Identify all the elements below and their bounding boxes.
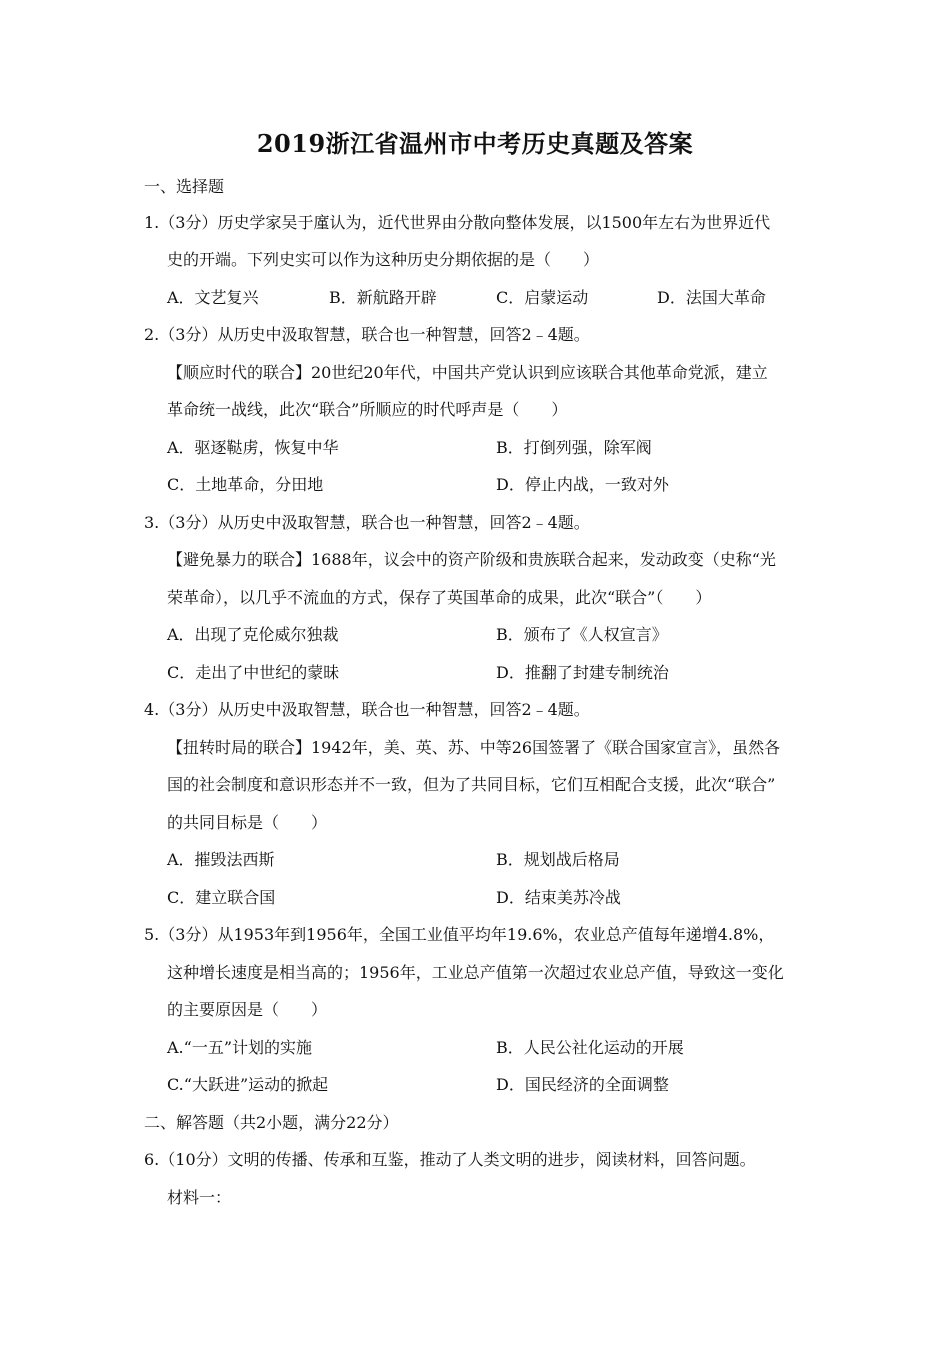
- question-2-option-a: A．驱逐鞑虏，恢复中华: [167, 438, 339, 457]
- question-2-stem: 2.（3分）从历史中汲取智慧，联合也一种智慧，回答2﹣4题。: [144, 325, 590, 344]
- question-1-option-d: D．法国大革命: [657, 288, 766, 307]
- question-5-stem: 5.（3分）从1953年到1956年，全国工业值平均年19.6%，农业总产值每年递增4.8%，: [144, 925, 775, 944]
- question-5-stem-end: 的主要原因是（ ）: [167, 1000, 328, 1019]
- page-title: 2019浙江省温州市中考历史真题及答案: [256, 129, 694, 158]
- section-heading: 一、选择题: [144, 177, 225, 196]
- question-6-stem: 6.（10分）文明的传播、传承和互鉴，推动了人类文明的进步，阅读材料，回答问题。: [144, 1150, 756, 1169]
- question-4-stem: 4.（3分）从历史中汲取智慧，联合也一种智慧，回答2﹣4题。: [144, 700, 590, 719]
- question-3-option-a: A．出现了克伦威尔独裁: [167, 625, 339, 644]
- question-3-material: 【避免暴力的联合】1688年，议会中的资产阶级和贵族联合起来，发动政变（史称“光: [167, 550, 776, 569]
- question-3-stem: 3.（3分）从历史中汲取智慧，联合也一种智慧，回答2﹣4题。: [144, 513, 590, 532]
- question-5-stem-cont: 这种增长速度是相当高的；1956年，工业总产值第一次超过农业总产值，导致这一变化: [167, 963, 784, 982]
- question-2-material: 【顺应时代的联合】20世纪20年代，中国共产党认识到应该联合其他革命党派，建立: [167, 363, 768, 382]
- question-4-option-d: D．结束美苏冷战: [496, 888, 621, 907]
- question-4-option-a: A．摧毁法西斯: [167, 850, 275, 869]
- question-6-material-label: 材料一：: [167, 1188, 232, 1207]
- question-4-material: 【扭转时局的联合】1942年，美、英、苏、中等26国签署了《联合国家宣言》，虽然各: [167, 738, 781, 757]
- question-1-option-a: A．文艺复兴: [167, 288, 259, 307]
- question-4-option-b: B．规划战后格局: [496, 850, 620, 869]
- question-2-option-b: B．打倒列强，除军阀: [496, 438, 652, 457]
- question-5-option-c: C.“大跃进”运动的掀起: [167, 1075, 329, 1094]
- question-4-material-end: 的共同目标是（ ）: [167, 813, 328, 832]
- question-5-option-d: D．国民经济的全面调整: [496, 1075, 669, 1094]
- question-1-stem: 1.（3分）历史学家吴于廑认为，近代世界由分散向整体发展，以1500年左右为世界近代: [144, 213, 771, 232]
- question-2-option-d: D．停止内战，一致对外: [496, 475, 669, 494]
- section-heading-2: 二、解答题（共2小题，满分22分）: [144, 1113, 399, 1132]
- question-5-option-b: B．人民公社化运动的开展: [496, 1038, 684, 1057]
- question-4-option-c: C．建立联合国: [167, 888, 276, 907]
- question-3-material-cont: 荣革命），以几乎不流血的方式，保存了英国革命的成果，此次“联合”（ ）: [167, 588, 712, 607]
- question-3-option-b: B．颁布了《人权宣言》: [496, 625, 668, 644]
- question-1-stem-cont: 史的开端。下列史实可以作为这种历史分期依据的是（ ）: [167, 250, 600, 269]
- question-1-option-b: B．新航路开辟: [329, 288, 437, 307]
- question-5-option-a: A.“一五”计划的实施: [167, 1038, 313, 1057]
- question-2-option-c: C．土地革命，分田地: [167, 475, 324, 494]
- question-3-option-c: C．走出了中世纪的蒙昧: [167, 663, 340, 682]
- question-2-material-cont: 革命统一战线，此次“联合”所顺应的时代呼声是（ ）: [167, 400, 568, 419]
- question-1-option-c: C．启蒙运动: [496, 288, 589, 307]
- question-3-option-d: D．推翻了封建专制统治: [496, 663, 669, 682]
- question-4-material-cont: 国的社会制度和意识形态并不一致，但为了共同目标，它们互相配合支援，此次“联合”: [167, 775, 776, 794]
